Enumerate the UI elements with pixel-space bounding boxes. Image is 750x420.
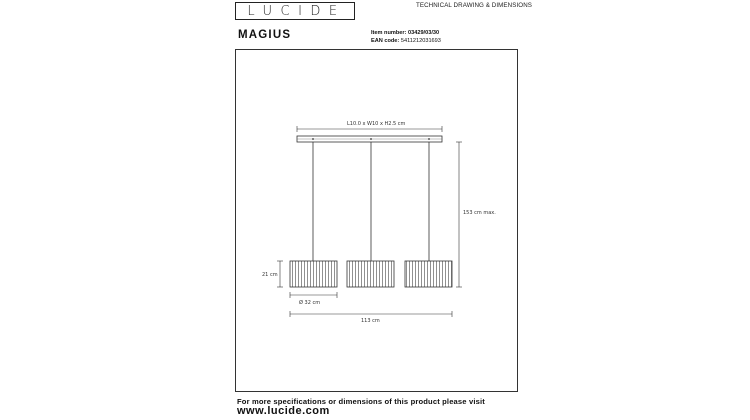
shade-diameter-dimension: Ø 32 cm bbox=[299, 300, 321, 306]
shade-height-dimension-line bbox=[277, 261, 283, 287]
ean-value: 5411212031693 bbox=[400, 38, 441, 44]
lamp-shade bbox=[347, 261, 394, 287]
item-number-value: 03429/03/30 bbox=[408, 30, 440, 36]
ean-label: EAN code: bbox=[371, 38, 400, 44]
item-number-label: Item number: bbox=[371, 30, 407, 36]
footer-url-link[interactable]: www.lucide.com bbox=[237, 405, 330, 417]
total-length-dimension-line bbox=[290, 311, 452, 317]
canopy-dimension: L10.0 x W10 x H2.5 cm bbox=[347, 121, 406, 127]
lucide-logo: LUCIDE bbox=[235, 2, 355, 20]
shade-height-dimension: 21 cm bbox=[262, 272, 278, 278]
total-length-dimension: 113 cm bbox=[361, 318, 380, 324]
product-name: MAGIUS bbox=[238, 29, 292, 41]
height-dimension-line bbox=[456, 142, 462, 287]
height-dimension: 153 cm max. bbox=[463, 210, 496, 216]
shade-diameter-dimension-line bbox=[290, 292, 337, 298]
footer-note: For more specifications or dimensions of this product please visit bbox=[237, 397, 485, 406]
lamp-shade bbox=[290, 261, 337, 287]
lamp-shade bbox=[405, 261, 452, 287]
document-type: TECHNICAL DRAWING & DIMENSIONS bbox=[416, 2, 532, 9]
